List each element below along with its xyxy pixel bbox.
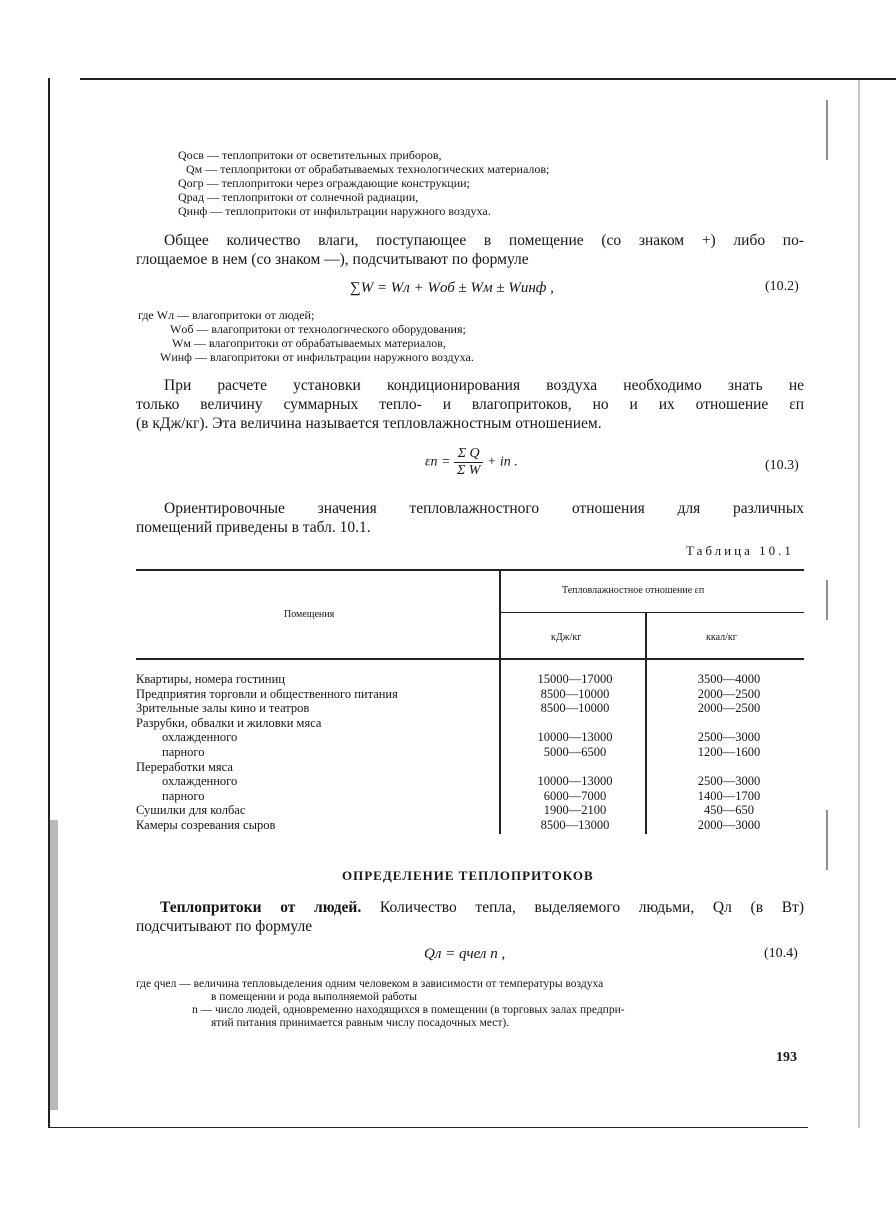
eq-number-10-3: (10.3) xyxy=(765,458,799,473)
scan-noise-right-3 xyxy=(826,810,828,870)
table-cell-kcal: 450—650 xyxy=(704,803,754,818)
table-cell-kcal: 2000—2500 xyxy=(697,686,761,701)
def-n-cont: ятий питания принимается равным числу посадочных мест). xyxy=(211,1017,510,1029)
table-cell-kcal: 1400—1700 xyxy=(697,788,761,803)
table-cell-room: Квартиры, номера гостиниц xyxy=(136,672,285,686)
table-cell-room: парного xyxy=(162,788,205,803)
orientation-paragraph xyxy=(136,499,804,537)
table-cell-kj: 10000—13000 xyxy=(537,730,613,745)
table-cell-kcal: 3500—4000 xyxy=(697,672,761,686)
scan-noise-right-2 xyxy=(826,580,828,620)
table-cell-kj: 6000—7000 xyxy=(543,788,607,803)
heat-inflow-definitions xyxy=(178,148,549,218)
people-paragraph xyxy=(136,898,804,936)
def-n: n — число людей, одновременно находящихся в помещении (в торговых залах предпри- xyxy=(192,1004,625,1016)
people-line-1 xyxy=(136,898,804,917)
table-cell-kcal: 2500—3000 xyxy=(697,774,761,789)
scan-border-bottom xyxy=(48,1127,808,1128)
def-w-l: где Wл — влагопритоки от людей; xyxy=(138,308,315,322)
formula-10-2: ∑W = Wл + Wоб ± Wм ± Wинф , xyxy=(350,280,554,296)
scan-border-top xyxy=(80,78,896,80)
def-w-m: Wм — влагопритоки от обрабатываемых материалов, xyxy=(172,336,446,350)
ratio-line-2: только величину суммарных тепло- и влагопритоков, но и их отношение εп xyxy=(136,396,804,413)
table-cell-kj: 1900—2100 xyxy=(543,803,607,818)
table-cell-kj: 15000—17000 xyxy=(537,672,613,686)
formula-10-3-denominator: Σ W xyxy=(456,463,481,478)
table-cell-room: парного xyxy=(162,744,205,759)
moisture-paragraph xyxy=(136,231,804,269)
people-line-1-rest: Количество тепла, выделяемого людьми, Qл (в Вт) xyxy=(361,899,804,916)
table-top-rule xyxy=(136,569,804,571)
scan-noise-left xyxy=(50,820,58,1110)
table-header-rule xyxy=(136,658,804,660)
formula-10-3-lhs: εп = xyxy=(425,454,451,470)
table-cell-room: Предприятия торговли и общественного питания xyxy=(136,686,398,701)
def-q-m: Qм — теплопритоки от обрабатываемых технологических материалов; xyxy=(186,162,550,176)
table-caption: Таблица 10.1 xyxy=(686,543,794,558)
ratio-paragraph xyxy=(136,376,804,433)
people-line-2: подсчитывают по формуле xyxy=(136,918,313,935)
people-definitions xyxy=(136,978,625,1030)
scan-noise-right-1 xyxy=(826,100,828,160)
table-kcal-column xyxy=(666,672,792,833)
moisture-line-2: глощаемое в нем (со знаком —), подсчитывают по формуле xyxy=(136,251,529,268)
table-kj-column xyxy=(520,672,630,833)
def-w-ob: Wоб — влагопритоки от технологического оборудования; xyxy=(170,322,466,336)
table-col-divider-2 xyxy=(645,613,647,834)
def-w-inf: Wинф — влагопритоки от инфильтрации наружного воздуха. xyxy=(160,350,474,364)
def-q-osv: Qосв — теплопритоки от осветительных приборов, xyxy=(178,148,442,162)
scan-border-right xyxy=(858,78,860,1128)
header-ratio-group: Тепловлажностное отношение εп xyxy=(562,585,705,596)
table-cell-kj: 8500—10000 xyxy=(540,701,610,716)
eq-number-10-2: (10.2) xyxy=(765,279,799,294)
table-cell-kj: 8500—10000 xyxy=(540,686,610,701)
table-col-divider-1 xyxy=(499,569,501,834)
table-cell-room: Переработки мяса xyxy=(136,759,233,774)
table-cell-room: Сушилки для колбас xyxy=(136,803,246,818)
table-cell-kj xyxy=(520,760,630,775)
formula-10-4: Qл = qчел n , xyxy=(424,946,506,962)
formula-10-3-rhs: + iп . xyxy=(486,454,518,470)
def-q-inf: Qинф — теплопритоки от инфильтрации наружного воздуха. xyxy=(178,204,491,218)
ratio-line-3: (в кДж/кг). Эта величина называется тепловлажностным отношением. xyxy=(136,415,602,432)
def-q-chel-cont: в помещении и рода выполняемой работы xyxy=(211,991,418,1003)
moisture-definitions xyxy=(138,308,474,364)
table-cell-kcal: 2000—2500 xyxy=(697,701,761,716)
header-kj: кДж/кг xyxy=(551,632,582,643)
orientation-line-1: Ориентировочные значения тепловлажностного отношения для различных xyxy=(164,500,804,517)
eq-number-10-4: (10.4) xyxy=(764,946,798,961)
section-title: ОПРЕДЕЛЕНИЕ ТЕПЛОПРИТОКОВ xyxy=(342,868,594,883)
table-room-column xyxy=(136,672,398,833)
page-number: 193 xyxy=(776,1050,797,1065)
table-cell-kj xyxy=(520,716,630,731)
table-cell-room: Разрубки, обвалки и жиловки мяса xyxy=(136,715,322,730)
header-kcal: ккал/кг xyxy=(706,632,737,643)
table-cell-kj: 8500—13000 xyxy=(540,817,610,832)
table-cell-room: Камеры созревания сыров xyxy=(136,817,276,832)
def-q-rad: Qрад — теплопритоки от солнечной радиации, xyxy=(178,190,419,204)
formula-10-3 xyxy=(425,446,518,479)
def-q-ogr: Qогр — теплопритоки через ограждающие конструкции; xyxy=(178,176,470,190)
formula-10-3-fraction xyxy=(454,446,483,479)
table-cell-kcal: 2500—3000 xyxy=(697,730,761,745)
table-cell-room: охлажденного xyxy=(162,774,238,789)
people-bold-lead: Теплопритоки от людей. xyxy=(160,899,362,916)
table-cell-kcal xyxy=(666,760,792,775)
table-cell-kj: 5000—6500 xyxy=(543,744,607,759)
orientation-line-2: помещений приведены в табл. 10.1. xyxy=(136,519,371,536)
table-cell-kcal xyxy=(666,716,792,731)
moisture-line-1: Общее количество влаги, поступающее в помещение (со знаком +) либо по- xyxy=(164,232,804,249)
ratio-line-1: При расчете установки кондиционирования воздуха необходимо знать не xyxy=(164,377,804,394)
table-group-rule xyxy=(500,612,804,613)
table-cell-room: Зрительные залы кино и театров xyxy=(136,701,310,716)
header-rooms: Помещения xyxy=(284,609,335,620)
table-cell-kj: 10000—13000 xyxy=(537,774,613,789)
table-cell-kcal: 1200—1600 xyxy=(697,744,761,759)
table-cell-room: охлажденного xyxy=(162,730,238,745)
def-q-chel: где qчел — величина тепловыделения одним человеком в зависимости от температуры воздуха xyxy=(136,978,604,990)
table-cell-kcal: 2000—3000 xyxy=(697,817,761,832)
formula-10-3-numerator: Σ Q xyxy=(454,446,483,463)
